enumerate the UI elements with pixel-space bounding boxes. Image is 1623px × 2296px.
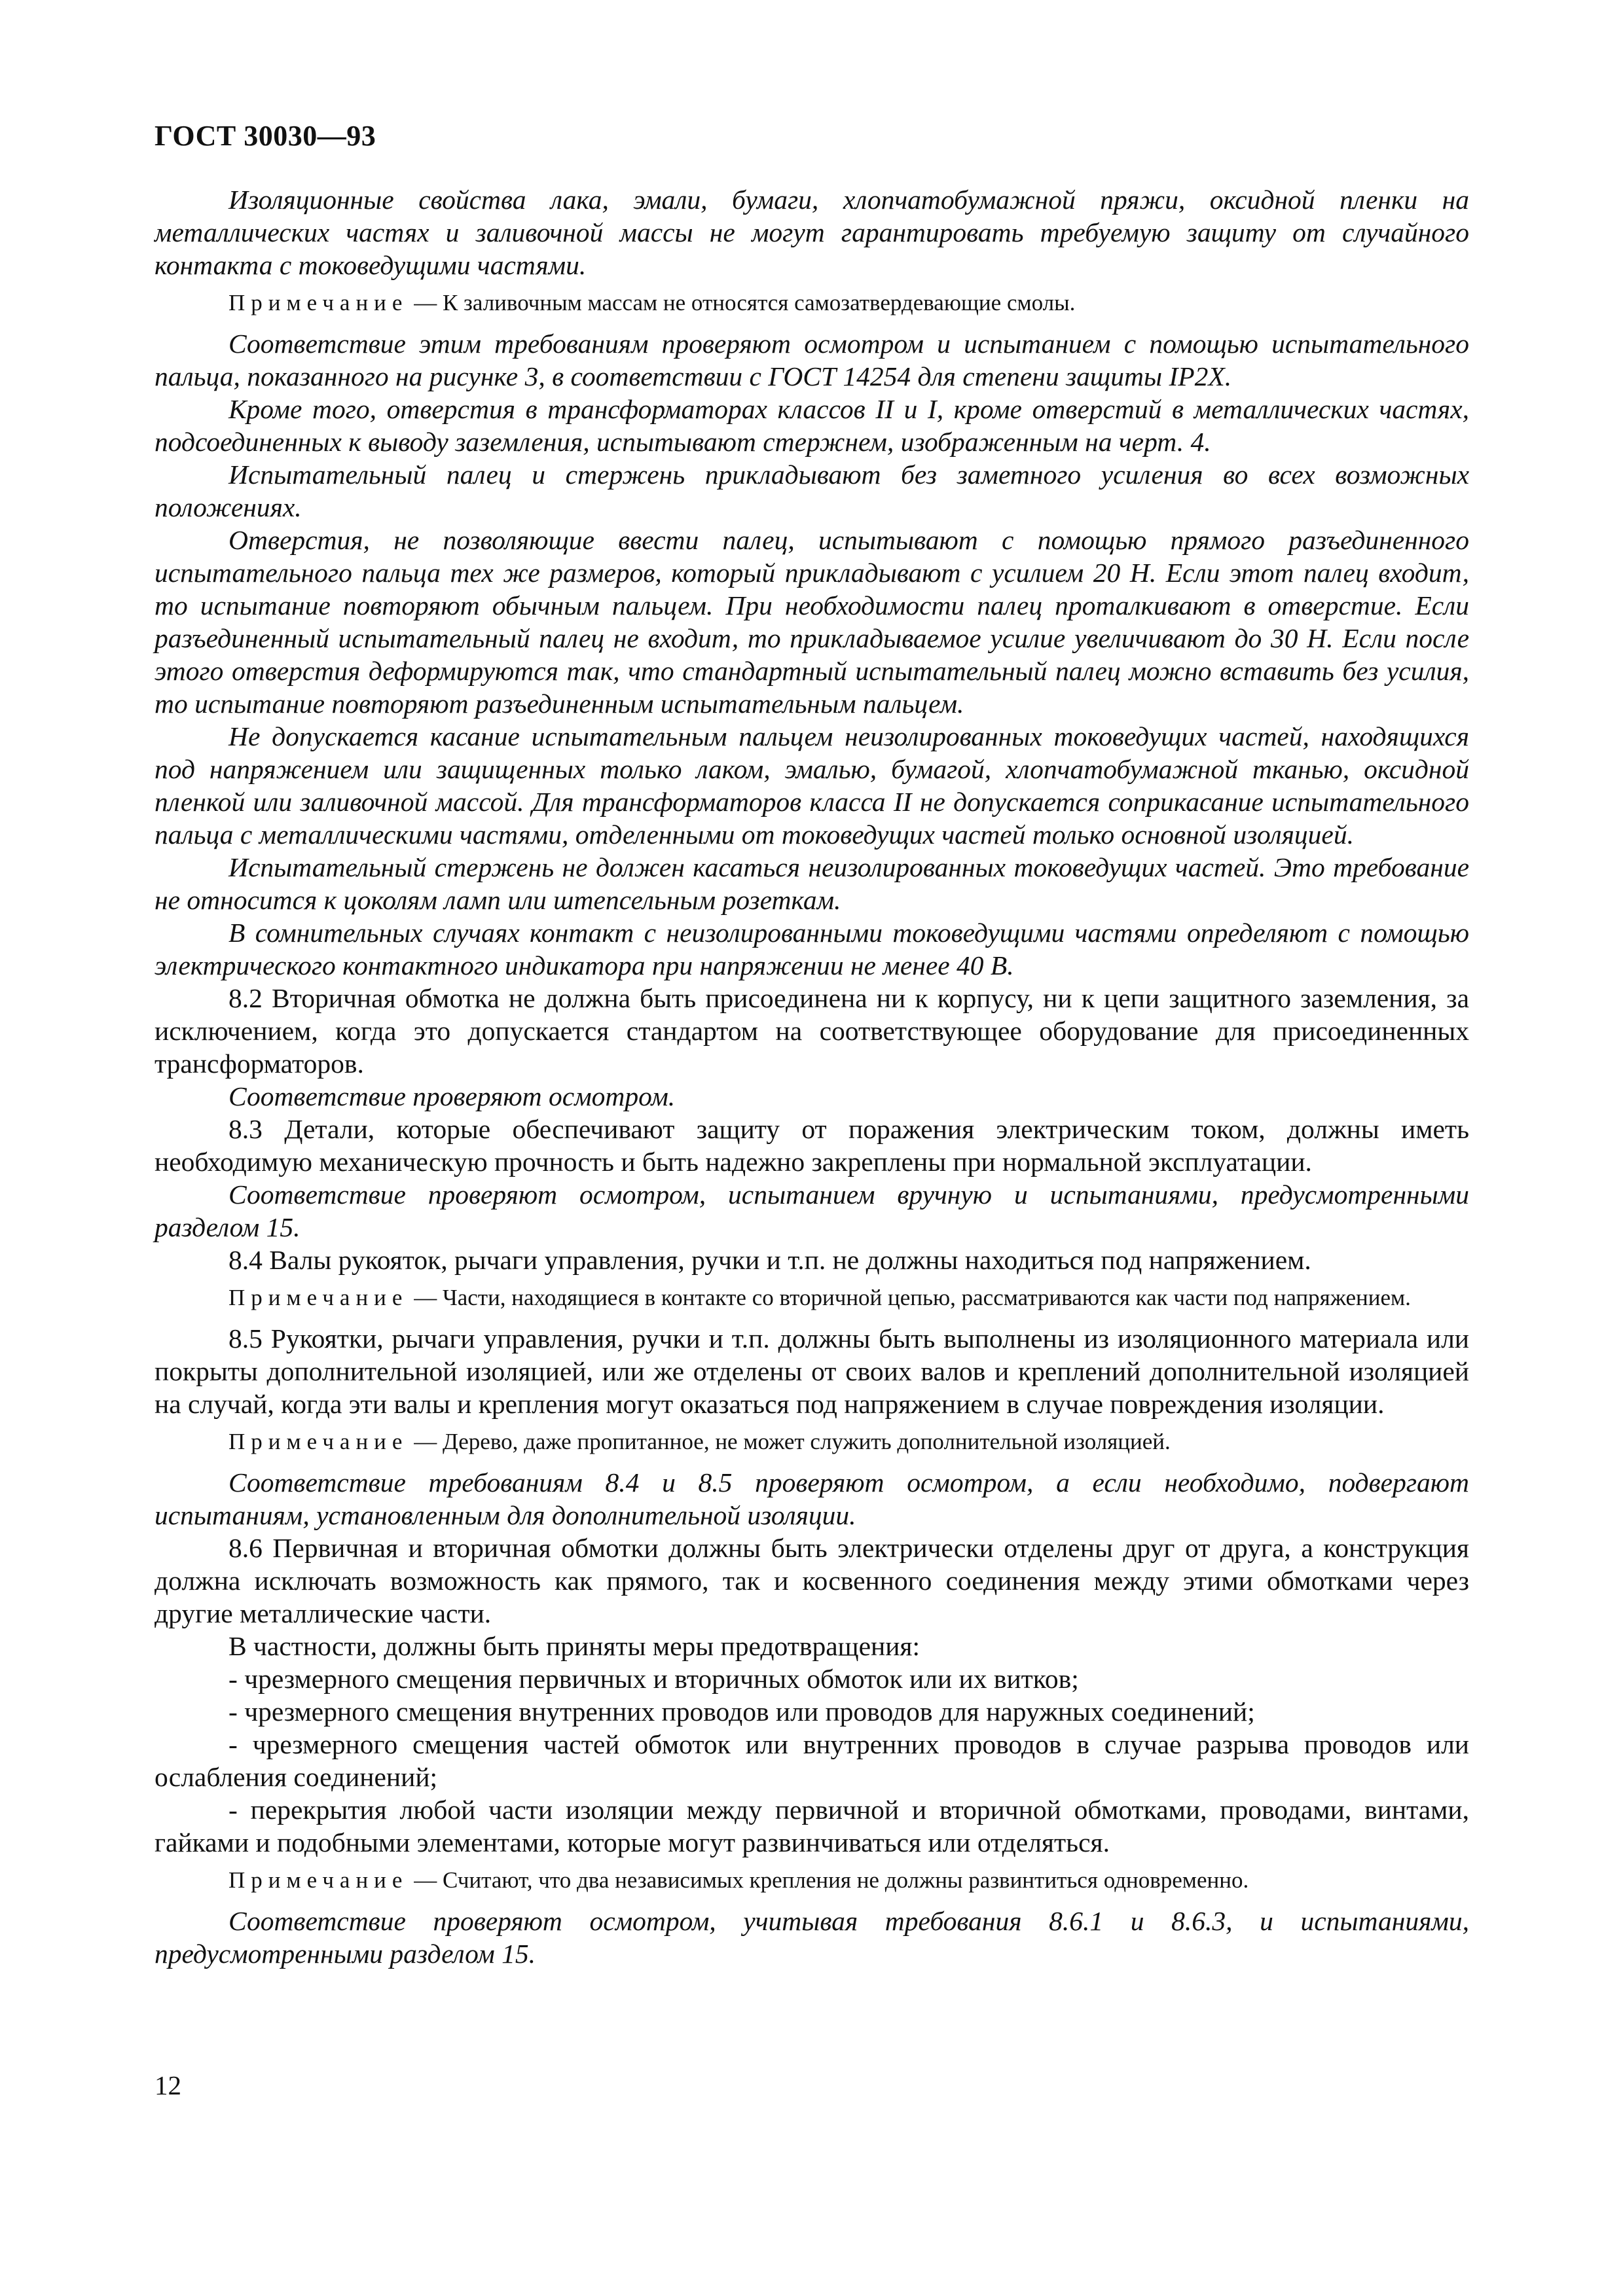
document-header: ГОСТ 30030—93 bbox=[155, 120, 376, 152]
compliance-paragraph: Отверстия, не позволяющие ввести палец, испытывают с помощью прямого разъединенного испытательного пальца тех же размеров, который прикладывают с усилием 20 Н. Если этот палец входит, то испытание повторяют обычным пальцем. При необходимости палец проталкивают в отверстие. Если разъединенный испытательный палец не входит, то прикладываемое усилие увеличивают до 30 Н. Если после этого отверстия деформируются так, что стандартный испытательный палец можно вставить без усилия, то испытание повторяют разъединенным испытательным пальцем. bbox=[155, 525, 1469, 719]
note-label: Примечание bbox=[228, 290, 409, 315]
body-paragraph: - перекрытия любой части изоляции между первичной и вторичной обмотками, проводами, винтами, гайками и подобными элементами, которые могут развинчиваться или отделяться. bbox=[155, 1795, 1469, 1857]
note-text: — Дерево, даже пропитанное, не может служить дополнительной изоляцией. bbox=[408, 1429, 1171, 1454]
body-paragraph: 8.2 Вторичная обмотка не должна быть присоединена ни к корпусу, ни к цепи защитного заземления, за исключением, когда это допускается стандартом на соответствующее оборудование для присоединенных трансформаторов. bbox=[155, 983, 1469, 1079]
compliance-paragraph: Соответствие проверяют осмотром, учитывая требования 8.6.1 и 8.6.3, и испытаниями, предусмотренными разделом 15. bbox=[155, 1906, 1469, 1969]
compliance-paragraph: Не допускается касание испытательным пальцем неизолированных токоведущих частей, находящихся под напряжением или защищенных только лаком, эмалью, бумагой, хлопчатобумажной тканью, оксидной пленкой или заливочной массой. Для трансформаторов класса II не допускается соприкасание испытательного пальца с металлическими частями, отделенными от токоведущих частей только основной изоляцией. bbox=[155, 721, 1469, 850]
note-label: Примечание bbox=[228, 1867, 409, 1893]
page-number: 12 bbox=[155, 2070, 181, 2100]
body-paragraph: - чрезмерного смещения первичных и вторичных обмоток или их витков; bbox=[228, 1664, 1079, 1694]
note-paragraph bbox=[155, 1284, 1469, 1312]
note-text: — К заливочным массам не относятся самозатвердевающие смолы. bbox=[408, 290, 1076, 315]
note-text: — Части, находящиеся в контакте со вторичной цепью, рассматриваются как части под напряжением. bbox=[408, 1285, 1411, 1310]
body-paragraph: В частности, должны быть приняты меры предотвращения: bbox=[228, 1631, 921, 1661]
body-paragraph: 8.4 Валы рукояток, рычаги управления, ручки и т.п. не должны находиться под напряжением. bbox=[228, 1245, 1311, 1275]
note-paragraph bbox=[155, 1428, 1469, 1456]
compliance-paragraph: Соответствие этим требованиям проверяют осмотром и испытанием с помощью испытательного пальца, показанного на рисунке 3, в соответствии с ГОСТ 14254 для степени защиты IP2X. bbox=[155, 329, 1469, 391]
body-paragraph: 8.6 Первичная и вторичная обмотки должны быть электрически отделены друг от друга, а конструкция должна исключать возможность как прямого, так и косвенного соединения между этими обмотками через другие металлические части. bbox=[155, 1533, 1469, 1628]
note-text: — Считают, что два независимых крепления не должны развинтиться одновременно. bbox=[408, 1867, 1249, 1893]
compliance-paragraph: Соответствие проверяют осмотром, испытанием вручную и испытаниями, предусмотренными разделом 15. bbox=[155, 1179, 1469, 1242]
note-paragraph bbox=[155, 289, 1469, 317]
body-paragraph: 8.5 Рукоятки, рычаги управления, ручки и т.п. должны быть выполнены из изоляционного материала или покрыты дополнительной изоляцией, или же отделены от своих валов и креплений дополнительной изоляцией на случай, когда эти валы и крепления могут оказаться под напряжением в случае повреждения изоляции. bbox=[155, 1323, 1469, 1419]
compliance-paragraph: Испытательный стержень не должен касаться неизолированных токоведущих частей. Это требование не относится к цоколям ламп или штепсельным розеткам. bbox=[155, 852, 1469, 915]
compliance-paragraph: Испытательный палец и стержень прикладывают без заметного усиления во всех возможных положениях. bbox=[155, 459, 1469, 522]
compliance-paragraph: Соответствие проверяют осмотром. bbox=[228, 1081, 676, 1111]
body-paragraph: 8.3 Детали, которые обеспечивают защиту от поражения электрическим током, должны иметь необходимую механическую прочность и быть надежно закреплены при нормальной эксплуатации. bbox=[155, 1114, 1469, 1177]
compliance-paragraph: Соответствие требованиям 8.4 и 8.5 проверяют осмотром, а если необходимо, подвергают испытаниям, установленным для дополнительной изоляции. bbox=[155, 1467, 1469, 1530]
document-body bbox=[155, 183, 1469, 1970]
body-paragraph: - чрезмерного смещения внутренних проводов или проводов для наружных соединений; bbox=[228, 1696, 1255, 1727]
note-label: Примечание bbox=[228, 1285, 409, 1310]
note-paragraph bbox=[155, 1867, 1469, 1894]
note-label: Примечание bbox=[228, 1429, 409, 1454]
body-paragraph: - чрезмерного смещения частей обмоток или внутренних проводов в случае разрыва проводов или ослабления соединений; bbox=[155, 1729, 1469, 1792]
compliance-paragraph: В сомнительных случаях контакт с неизолированными токоведущими частями определяют с помощью электрического контактного индикатора при напряжении не менее 40 В. bbox=[155, 918, 1469, 980]
compliance-paragraph: Изоляционные свойства лака, эмали, бумаги, хлопчатобумажной пряжи, оксидной пленки на металлических частях и заливочной массы не могут гарантировать требуемую защиту от случайного контакта с токоведущими частями. bbox=[155, 185, 1469, 280]
compliance-paragraph: Кроме того, отверстия в трансформаторах классов II и I, кроме отверстий в металлических частях, подсоединенных к выводу заземления, испытывают стержнем, изображенным на черт. 4. bbox=[155, 394, 1469, 457]
